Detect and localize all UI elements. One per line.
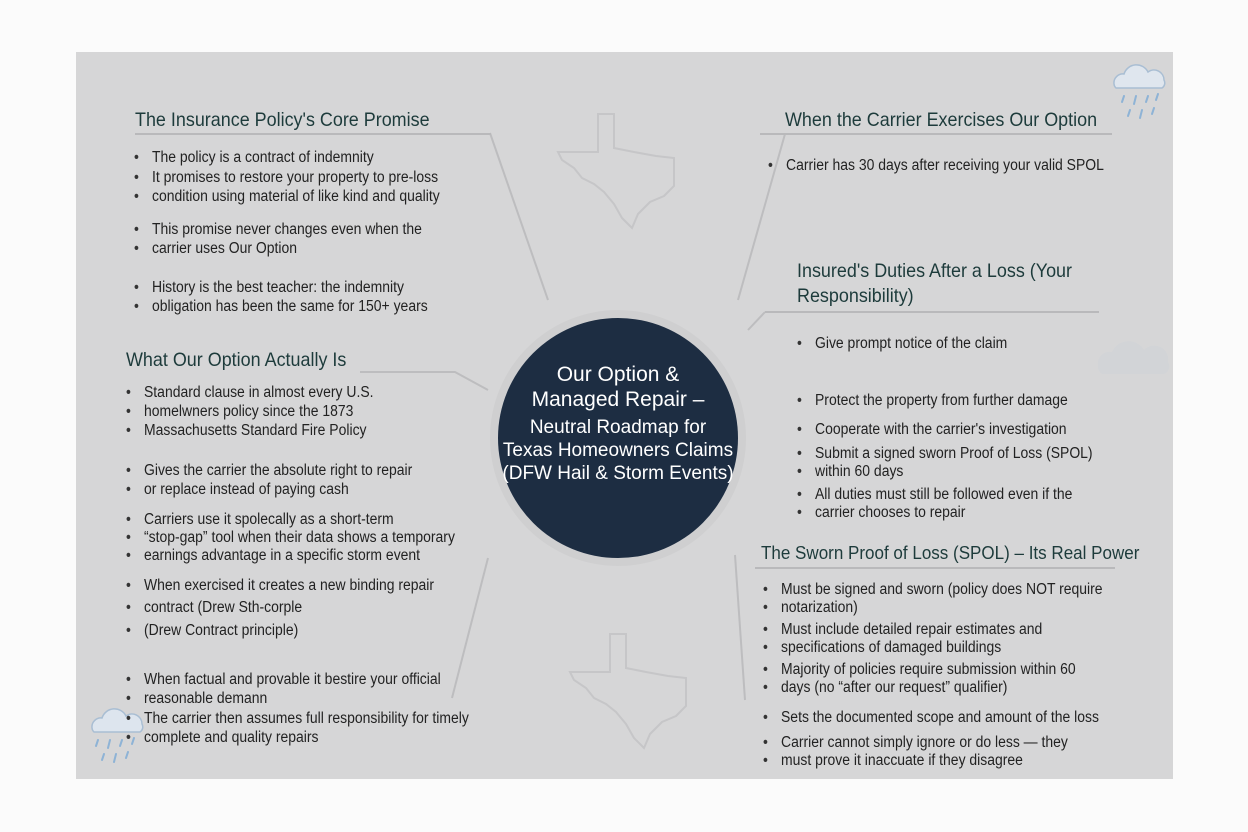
bullet-continuation: • days (no “after our request” qualifier) <box>763 678 1098 697</box>
bullet: • Standard clause in almost every U.S. <box>126 383 455 402</box>
hub-title <box>498 362 738 412</box>
bullet-continuation: • specifications of damaged buildings <box>763 638 1098 657</box>
bullet-continuation: • (Drew Contract principle) <box>126 621 455 640</box>
bullet: • Cooperate with the carrier's investigation <box>797 420 1085 439</box>
bullet-continuation: • complete and quality repairs <box>126 728 455 747</box>
bullet: • The carrier then assumes full responsibility for timely <box>126 709 455 728</box>
bullet-continuation: • Massachusetts Standard Fire Policy <box>126 421 455 440</box>
bullet-continuation: • carrier chooses to repair <box>797 503 1085 522</box>
bullet-continuation: • within 60 days <box>797 462 1085 481</box>
section-underline <box>135 133 491 135</box>
bullet: • Must be signed and sworn (policy does NOT require <box>763 580 1098 599</box>
hub-title-line: Managed Repair – <box>531 388 705 411</box>
hub-title-line: Our Option & <box>556 363 680 386</box>
section-title-sworn-proof: The Sworn Proof of Loss (SPOL) – Its Real Power <box>761 542 1140 563</box>
bullet-continuation: • “stop-gap” tool when their data shows a temporary <box>126 528 455 547</box>
section-title-carrier-exercises: When the Carrier Exercises Our Option <box>785 109 1098 131</box>
bullet: • This promise never changes even when the <box>134 220 458 239</box>
bullet: • Carrier cannot simply ignore or do less — they <box>763 733 1098 752</box>
bullet: • All duties must still be followed even if the <box>797 485 1085 504</box>
bullet-continuation: • or replace instead of paying cash <box>126 480 455 499</box>
bullet: • Give prompt notice of the claim <box>797 334 1085 353</box>
section-underline <box>760 133 1112 135</box>
bullet-continuation: • contract (Drew Sth-corple <box>126 598 455 617</box>
rain-cloud-icon <box>1104 58 1172 126</box>
bullet-continuation: • earnings advantage in a specific storm event <box>126 546 455 565</box>
bullet-continuation: • reasonable demann <box>126 689 455 708</box>
central-hub <box>490 310 746 566</box>
bullet: • Gives the carrier the absolute right to repair <box>126 461 455 480</box>
bullet: • It promises to restore your property to pre-loss <box>134 168 458 187</box>
hub-subtitle-line: Neutral Roadmap for <box>529 417 707 438</box>
bullet: • The policy is a contract of indemnity <box>134 148 458 167</box>
bullet: • Carrier has 30 days after receiving your valid SPOL <box>768 156 1101 175</box>
bullet-continuation: • condition using material of like kind and quality <box>134 187 458 206</box>
bullet-continuation: • must prove it inaccuate if they disagree <box>763 751 1098 770</box>
section-underline <box>755 567 1115 569</box>
bullet-continuation: • carrier uses Our Option <box>134 239 458 258</box>
section-underline <box>765 311 1099 313</box>
section-title-what-option-is: What Our Option Actually Is <box>126 349 347 371</box>
bullet-continuation: • obligation has been the same for 150+ years <box>134 297 458 316</box>
bullet: • History is the best teacher: the indemnity <box>134 278 458 297</box>
bullet: • Protect the property from further damage <box>797 391 1085 410</box>
bullet-continuation: • homelwners policy since the 1873 <box>126 402 455 421</box>
bullet: • Carriers use it spolecally as a short-term <box>126 510 455 529</box>
bullet: • Majority of policies require submission within 60 <box>763 660 1098 679</box>
texas-outline-icon <box>568 632 690 750</box>
bullet: • When exercised it creates a new binding repair <box>126 576 455 595</box>
bullet: • Submit a signed sworn Proof of Loss (SPOL) <box>797 444 1085 463</box>
bullet-continuation: • notarization) <box>763 598 1098 617</box>
section-title-insured-duties-line2: Responsibility) <box>797 285 914 307</box>
bullet: • When factual and provable it bestire your official <box>126 670 455 689</box>
bullet: • Sets the documented scope and amount of the loss <box>763 708 1098 727</box>
hub-subtitle-line: (DFW Hail & Storm Events) <box>502 463 734 484</box>
hub-subtitle-line: Texas Homeowners Claims <box>502 440 734 461</box>
central-hub-circle <box>498 318 738 558</box>
rain-cloud-icon <box>1088 336 1178 396</box>
bullet: • Must include detailed repair estimates and <box>763 620 1098 639</box>
section-title-insured-duties: Insured's Duties After a Loss (Your <box>797 260 1073 282</box>
hub-subtitle <box>498 416 738 485</box>
section-title-core-promise: The Insurance Policy's Core Promise <box>135 109 430 131</box>
texas-outline-icon <box>556 112 678 230</box>
